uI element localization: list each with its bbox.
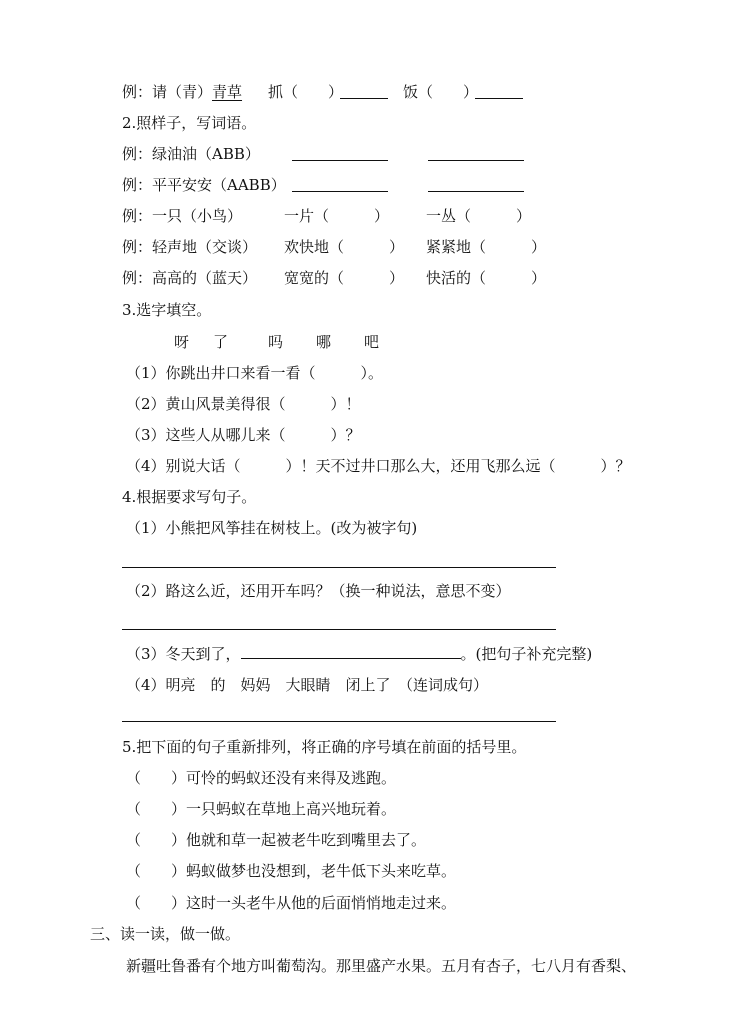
section-4-title: 4.根据要求写句子。 — [122, 488, 257, 506]
option-ya: 呀 — [174, 333, 190, 351]
option-le: 了 — [213, 333, 229, 351]
example-label: 例：请（青） — [122, 83, 213, 101]
section-5-title: 5.把下面的句子重新排列，将正确的序号填在前面的括号里。 — [122, 738, 527, 756]
example-adjective: 例：高高的（蓝天） — [122, 269, 258, 287]
option-ma: 吗 — [268, 333, 284, 351]
answer-line-q1[interactable] — [122, 567, 556, 568]
section-3-title: 3.选字填空。 — [122, 301, 212, 319]
order-item-3[interactable]: （ ）他就和草一起被老牛吃到嘴里去了。 — [126, 831, 427, 849]
section-2-title: 2.照样子，写词语。 — [122, 114, 257, 132]
option-ba: 吧 — [364, 333, 380, 351]
q-yipian[interactable]: 一片（ ） — [284, 207, 390, 225]
sentence-q4: （4）明亮 的 妈妈 大眼睛 闭上了 （连词成句） — [126, 676, 489, 694]
order-item-5[interactable]: （ ）这时一头老牛从他的后面悄悄地走过来。 — [126, 894, 457, 912]
q-jinjinde[interactable]: 紧紧地（ ） — [426, 238, 547, 256]
fill-item-1[interactable]: （1）你跳出井口来看一看（ ）。 — [126, 364, 384, 382]
q-zhua: 抓（ ） — [268, 83, 344, 101]
order-item-1[interactable]: （ ）可怜的蚂蚁还没有来得及逃跑。 — [126, 769, 397, 787]
example-row-1 — [122, 82, 242, 102]
answer-line-q4[interactable] — [122, 721, 556, 722]
q-yicong[interactable]: 一丛（ ） — [426, 207, 532, 225]
example-aabb: 例：平平安安（AABB） — [122, 176, 286, 194]
q-kuaihuode[interactable]: 快活的（ ） — [426, 269, 547, 287]
option-na: 哪 — [316, 333, 332, 351]
example-abb: 例：绿油油（ABB） — [122, 145, 260, 163]
q-huankuaide[interactable]: 欢快地（ ） — [284, 238, 405, 256]
q-fan: 饭（ ） — [403, 83, 479, 101]
example-adverb: 例：轻声地（交谈） — [122, 238, 258, 256]
q-kuankuande[interactable]: 宽宽的（ ） — [284, 269, 405, 287]
sentence-q2: （2）路这么近，还用开车吗？（换一种说法，意思不变） — [126, 582, 511, 600]
reading-paragraph: 新疆吐鲁番有个地方叫葡萄沟。那里盛产水果。五月有杏子，七八月有香梨、 — [126, 957, 637, 975]
sentence-q1: （1）小熊把风筝挂在树枝上。(改为被字句) — [126, 519, 418, 537]
answer-line-q2[interactable] — [122, 629, 556, 630]
example-answer: 青草 — [212, 83, 243, 101]
section-three-title: 三、读一读，做一做。 — [90, 925, 241, 943]
sentence-q3-end: 。(把句子补充完整) — [460, 645, 593, 663]
answer-blank-abb-2[interactable] — [428, 160, 524, 161]
example-measure: 例：一只（小鸟） — [122, 207, 243, 225]
answer-blank-aabb-1[interactable] — [292, 191, 388, 192]
fill-item-4[interactable]: （4）别说大话（ ）！天不过井口那么大，还用飞那么远（ ）？ — [126, 457, 631, 475]
answer-blank-abb-1[interactable] — [292, 160, 388, 161]
answer-blank-zhua[interactable] — [340, 98, 388, 99]
order-item-4[interactable]: （ ）蚂蚁做梦也没想到，老牛低下头来吃草。 — [126, 862, 457, 880]
order-item-2[interactable]: （ ）一只蚂蚁在草地上高兴地玩着。 — [126, 800, 397, 818]
sentence-q3 — [126, 644, 592, 664]
answer-blank-fan[interactable] — [475, 98, 523, 99]
fill-item-3[interactable]: （3）这些人从哪儿来（ ）？ — [126, 426, 361, 444]
sentence-q3-start: （3）冬天到了， — [126, 645, 241, 663]
fill-item-2[interactable]: （2）黄山风景美得很（ ）！ — [126, 395, 361, 413]
answer-line-q3[interactable] — [241, 644, 461, 659]
answer-blank-aabb-2[interactable] — [428, 191, 524, 192]
